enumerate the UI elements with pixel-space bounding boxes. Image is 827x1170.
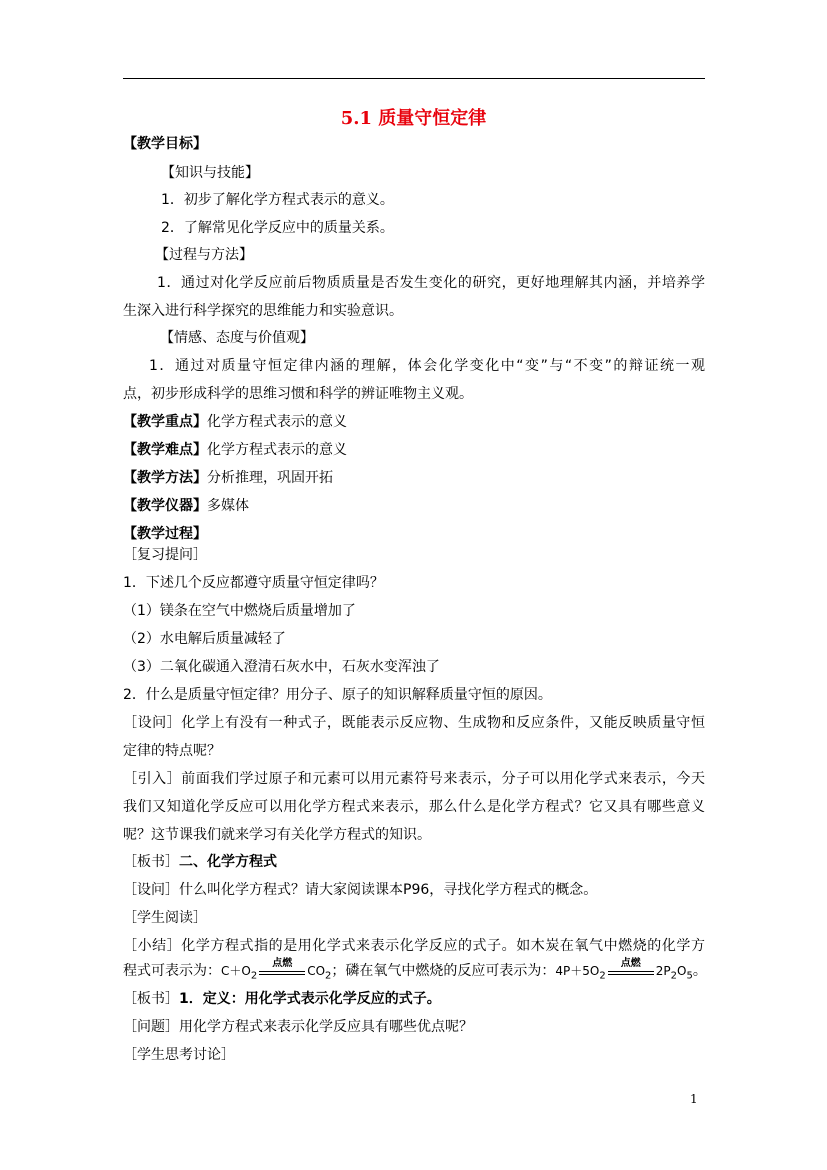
instrument-row: [123, 497, 249, 515]
eq2-product-subscript-1: 2: [670, 970, 677, 982]
board-1-label: ［板书］: [123, 854, 179, 870]
board-2-label: ［板书］: [123, 991, 179, 1007]
intro-line-1: ［引入］前面我们学过原子和元素可以用元素符号来表示，分子可以用化学式来表示，今天: [123, 771, 705, 787]
equation-carbon: [221, 957, 332, 982]
eq1-reactants: C＋O: [221, 964, 251, 978]
board-1: [123, 853, 277, 871]
board-1-text: 二、化学方程式: [179, 854, 277, 870]
method-text: 分析推理，巩固开拓: [207, 470, 333, 486]
eq2-product-part-1: 2P: [655, 964, 671, 978]
summary-line-2: [123, 957, 707, 985]
ask-1-line-1: ［设问］化学上有没有一种式子，既能表示反应物、生成物和反应条件，又能反映质量守恒: [123, 715, 705, 731]
review-label: ［复习提问］: [123, 547, 207, 563]
equation-phosphorus: [555, 957, 693, 982]
eq2-product-part-2: O: [676, 964, 687, 978]
emotion-item-1-line-2: 点，初步形成科学的思维习惯和科学的辨证唯物主义观。: [123, 386, 473, 402]
review-question-1c: （3）二氧化碳通入澄清石灰水中，石灰水变浑浊了: [123, 659, 440, 675]
ask-2: ［设问］什么叫化学方程式？请大家阅读课本P96，寻找化学方程式的概念。: [123, 882, 598, 898]
key-point-label: 【教学重点】: [123, 414, 207, 430]
eq1-condition: 点燃: [272, 957, 293, 969]
ask-1-line-2: 定律的特点呢？: [123, 743, 221, 759]
process-method-heading: 【过程与方法】: [155, 247, 253, 263]
discussion-label: ［学生思考讨论］: [123, 1047, 235, 1063]
difficulty-label: 【教学难点】: [123, 442, 207, 458]
header-rule: [123, 78, 705, 79]
difficulty-row: [123, 441, 347, 459]
summary-line-2-end: 。: [692, 963, 707, 979]
page-number: 1: [690, 1092, 698, 1106]
eq1-reaction-arrow: [257, 957, 307, 980]
question: ［问题］用化学方程式来表示化学反应具有哪些优点呢？: [123, 1019, 473, 1035]
process-heading: 【教学过程】: [123, 526, 207, 542]
method-row: [123, 469, 333, 487]
process-item-1-line-2: 生深入进行科学探究的思维能力和实验意识。: [123, 303, 403, 319]
eq2-product-subscript-2: 5: [686, 970, 693, 982]
eq2-condition: 点燃: [620, 957, 641, 969]
key-point-text: 化学方程式表示的意义: [207, 414, 347, 430]
summary-line-2-pre: 程式可表示为：: [123, 963, 221, 979]
eq2-reactants: 4P＋5O: [555, 964, 600, 978]
method-label: 【教学方法】: [123, 470, 207, 486]
eq1-reactant-subscript: 2: [250, 970, 258, 982]
knowledge-heading: 【知识与技能】: [161, 165, 259, 181]
instrument-label: 【教学仪器】: [123, 498, 207, 514]
process-item-1-line-1: 1．通过对化学反应前后物质质量是否发生变化的研究，更好地理解其内涵，并培养学: [157, 275, 705, 291]
intro-line-2: 我们又知道化学反应可以用化学方程式来表示，那么什么是化学方程式？它又具有哪些意义: [123, 799, 705, 815]
page-title: 5.1 质量守恒定律: [340, 108, 487, 129]
knowledge-item-1: 1．初步了解化学方程式表示的意义。: [161, 192, 394, 208]
review-question-1: 1．下述几个反应都遵守质量守恒定律吗？: [123, 575, 384, 591]
eq1-product-subscript: 2: [325, 970, 332, 982]
review-question-2: 2．什么是质量守恒定律？用分子、原子的知识解释质量守恒的原因。: [123, 687, 552, 703]
emotion-heading: 【情感、态度与价值观】: [160, 330, 314, 346]
summary-line-1: ［小结］化学方程式指的是用化学式来表示化学反应的式子。如木炭在氧气中燃烧的化学方: [123, 938, 705, 954]
instrument-text: 多媒体: [207, 498, 249, 514]
key-point-row: [123, 413, 347, 431]
knowledge-item-2: 2．了解常见化学反应中的质量关系。: [161, 220, 394, 236]
summary-line-2-mid: ；磷在氧气中燃烧的反应可表示为：: [331, 963, 556, 979]
emotion-item-1-line-1: 1．通过对质量守恒定律内涵的理解，体会化学变化中“变”与“不变”的辩证统一观: [149, 358, 705, 374]
reading-label: ［学生阅读］: [123, 910, 207, 926]
eq1-product: CO: [307, 964, 326, 978]
eq2-reactant-subscript: 2: [599, 970, 606, 982]
review-question-1b: （2）水电解后质量减轻了: [123, 631, 286, 647]
difficulty-text: 化学方程式表示的意义: [207, 442, 347, 458]
board-2: [123, 990, 441, 1008]
goals-heading: 【教学目标】: [123, 136, 207, 152]
intro-line-3: 呢？这节课我们就来学习有关化学方程式的知识。: [123, 827, 431, 843]
review-question-1a: （1）镁条在空气中燃烧后质量增加了: [123, 603, 356, 619]
eq2-reaction-arrow: [606, 957, 656, 980]
board-2-text: 1．定义：用化学式表示化学反应的式子。: [179, 991, 441, 1007]
